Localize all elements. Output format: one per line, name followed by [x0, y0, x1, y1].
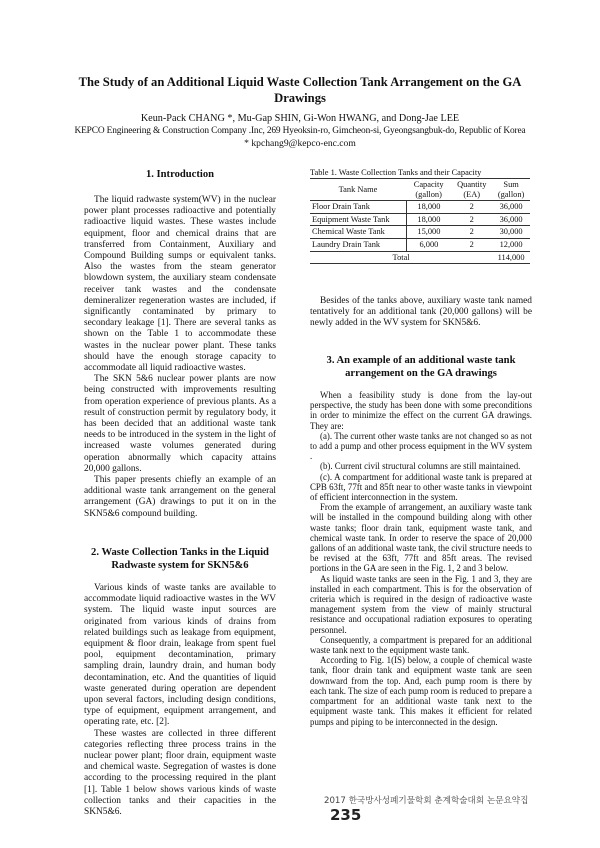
table-row — [310, 213, 530, 226]
cell-tank-name: Chemical Waste Tank — [310, 226, 406, 239]
cell-capacity: 15,000 — [406, 226, 451, 239]
table-followup-text — [310, 296, 532, 330]
cell-capacity: 18,000 — [406, 201, 451, 214]
arrangement-body — [310, 390, 532, 727]
header-quantity: Quantity (EA) — [451, 179, 492, 201]
author-list: Keun-Pack CHANG *, Mu-Gap SHIN, Gi-Won HWANG, and Dong-Jae LEE — [140, 113, 460, 124]
page-footer — [324, 794, 564, 824]
paragraph: The liquid radwaste system(WV) in the nuclear power plant processes radioactive and potentially radioactive liquid wastes. These wastes include equipment, floor and chemical drains that are transferred from Containment, Auxiliary and Compound Building sumps or equivalent tanks. Also the wastes from the steam generator blowdown system, the auxiliary steam condensate receiver tank wastes and the condensate demineralizer regeneration wastes are included, if significantly contaminated by primary to secondary leakage [1]. There are several tanks as shown on the Table 1 to accommodate these wastes in the nuclear power plant. These tanks should have the enough storage capacity to accommodate all liquid radioactive wastes. — [84, 195, 276, 374]
paragraph: When a feasibility study is done from the lay-out perspective, the study has been done with some preconditions in order to minimize the effect on the current GA drawings. They are: — [310, 390, 532, 431]
table-row — [310, 238, 530, 251]
cell-capacity: 6,000 — [406, 238, 451, 251]
paragraph: (a). The current other waste tanks are not changed so as not to add a pump and other process equipment in the WV system . — [310, 430, 532, 462]
cell-tank-name: Equipment Waste Tank — [310, 213, 406, 226]
header-sum: Sum (gallon) — [492, 179, 530, 201]
cell-quantity: 2 — [451, 201, 492, 214]
introduction-body — [84, 195, 276, 520]
waste-tanks-body — [84, 583, 276, 818]
affiliation: KEPCO Engineering & Construction Company .Inc, 269 Hyeoksin-ro, Gimcheon-si, Gyeongsangbuk-do, Republic of Korea — [74, 126, 526, 136]
contact-email: * kpchang9@kepco-enc.com — [244, 138, 356, 149]
paragraph: This paper presents chiefly an example of an additional waste tank arrangement on the general arrangement (GA) drawings to put it on in the SKN5&6 compound building. — [84, 475, 276, 519]
paragraph: Consequently, a compartment is prepared for an additional waste tank next to the equipment waste tank. — [310, 634, 532, 656]
table-row — [310, 226, 530, 239]
paragraph: From the example of arrangement, an auxiliary waste tank will be installed in the compound building along with other waste tanks; floor drain tank, equipment waste tank, and chemical waste tank. In order to reserve the space of 20,000 gallons of an additional waste tank, the civil structure needs to be revised at the 63ft, 77ft and 85ft areas. The revised portions in the GA are seen in the Fig. 1, 2 and 3 below. — [310, 502, 532, 574]
cell-total-value: 114,000 — [492, 251, 530, 264]
section-heading-introduction: 1. Introduction — [145, 169, 215, 180]
tank-capacity-table — [310, 178, 530, 264]
cell-tank-name: Floor Drain Tank — [310, 201, 406, 214]
paragraph: These wastes are collected in three different categories reflecting three process trains in the nuclear power plant; floor drain, equipment waste and chemical waste. Segregation of wastes is done according to the processing required in the plant [1]. Table 1 below shows various kinds of waste collection tanks and their capacities in the SKN5&6. — [84, 728, 276, 818]
table-row — [310, 201, 530, 214]
table-total-row — [310, 251, 530, 264]
page-number: 235 — [330, 806, 362, 824]
paragraph: Besides of the tanks above, auxiliary waste tank named tentatively for an additional tank (20,000 gallons) will be newly added in the WV system for SKN5&6. — [310, 296, 532, 329]
cell-quantity: 2 — [451, 238, 492, 251]
cell-sum: 36,000 — [492, 213, 530, 226]
cell-sum: 12,000 — [492, 238, 530, 251]
paragraph: The SKN 5&6 nuclear power plants are now being constructed with improvements resulting from operation experience of previous plants. As a result of construction permit by regulatory body, it has been decided that an additional waste tank needs to be introduced in the system in the light of increased waste volumes generated during operation abnormally which capacity attains 20,000 gallons. — [84, 374, 276, 474]
header-capacity: Capacity (gallon) — [406, 179, 451, 201]
footer-proceedings-title: 2017 한국방사성폐기물학회 춘계학술대회 논문요약집 — [324, 796, 529, 806]
cell-total-label: Total — [310, 251, 492, 264]
cell-tank-name: Laundry Drain Tank — [310, 238, 406, 251]
cell-capacity: 18,000 — [406, 213, 451, 226]
section-heading-waste-tanks: 2. Waste Collection Tanks in the Liquid Radwaste system for SKN5&6 — [91, 547, 269, 571]
paragraph: As liquid waste tanks are seen in the Fig. 1 and 3, they are installed in each compartment. This is for the observation of criteria which is required in the design of radioactive waste management system from the view of mainly structural resistance and occupational radiation exposures to operating personnel. — [310, 573, 532, 635]
cell-quantity: 2 — [451, 226, 492, 239]
table-caption: Table 1. Waste Collection Tanks and their Capacity — [310, 168, 482, 177]
paragraph: (c). A compartment for additional waste tank is prepared at CPB 63ft, 77ft and 85ft near to other waste tanks in viewpoint of efficient interconnection in the system. — [310, 471, 532, 503]
cell-sum: 30,000 — [492, 226, 530, 239]
table-header-row — [310, 179, 530, 201]
paper-title: The Study of an Additional Liquid Waste Collection Tank Arrangement on the GA Drawings — [78, 75, 522, 105]
paragraph: According to Fig. 1(IS) below, a couple of chemical waste tank, floor drain tank and equipment waste tank are seen downward from the top. And, each pump room is there by each tank. The size of each pump room is reduced to prepare a compartment for an additional waste tank next to the equipment waste tank. This makes it efficient for related pumps and piping to be interconnected in the design. — [310, 655, 532, 727]
paragraph: Various kinds of waste tanks are available to accommodate liquid radioactive wastes in the WV system. The liquid waste input sources are originated from various kinds of drains from related buildings such as leakage from equipment, equipment & floor drain, leakage from spent fuel pool, equipment decontamination, primary sampling drain, laundry drain, and human body decontamination, etc. And the quantities of liquid waste generated during operation are dependent upon several factors, including design conditions, type of equipment, equipment arrangement, and operating rate, etc. [2]. — [84, 583, 276, 728]
header-tank-name: Tank Name — [310, 179, 406, 201]
section-heading-arrangement: 3. An example of an additional waste tank arrangement on the GA drawings — [326, 355, 516, 379]
cell-sum: 36,000 — [492, 201, 530, 214]
cell-quantity: 2 — [451, 213, 492, 226]
paragraph: (b). Current civil structural columns are still maintained. — [320, 461, 521, 472]
